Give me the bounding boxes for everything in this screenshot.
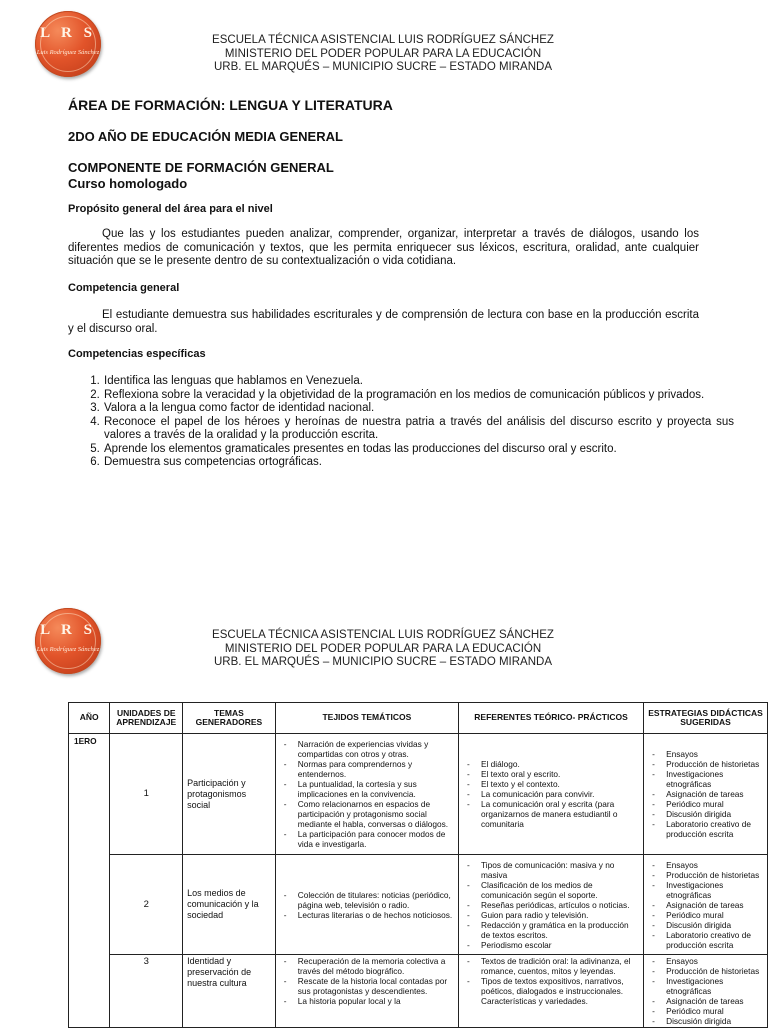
list-item: - Tipos de comunicación: masiva y no masiva: [463, 860, 639, 880]
school-address: URB. EL MARQUÉS – MUNICIPIO SUCRE – ESTADO MIRANDA: [213, 61, 553, 73]
table-row: [69, 734, 768, 855]
theme-cell: Los medios de comunicación y la sociedad: [183, 855, 276, 955]
list-item: - Discusión dirigida: [648, 1016, 763, 1026]
list-item: - Rescate de la historia local contadas por sus protagonistas y descendientes.: [280, 976, 454, 996]
table-row: [69, 855, 768, 955]
course-heading: Curso homologado: [68, 176, 188, 191]
list-item: 2. Reflexiona sobre la veracidad y la objetividad de la programación en los medios de comunicación públicos y privados.: [103, 389, 734, 403]
year-cell: 1ERO: [69, 734, 110, 1028]
list-item: - La historia popular local y la: [280, 996, 454, 1006]
list-item: - Asignación de tareas: [648, 789, 763, 799]
col-header-year: AÑO: [69, 703, 110, 734]
tissues-cell: [275, 734, 458, 855]
refs-cell: [459, 734, 644, 855]
theme-cell: Participación y protagonismos social: [183, 734, 276, 855]
list-item: - Lecturas literarias o de hechos noticiosos.: [280, 910, 454, 920]
strategies-list: [648, 749, 763, 839]
school-logo: [35, 608, 101, 674]
purpose-text: Que las y los estudiantes pueden analizar, comprender, organizar, interpretar a través de diálogos, usando los diferentes medios de comunicación y textos, que les permita enriquecer sus léxicos, escritura, oralidad, ante cualquier situación que se le presente dentro de su contextualización o vida cotidiana.: [68, 228, 699, 267]
list-item: - Asignación de tareas: [648, 900, 763, 910]
list-item: - Laboratorio creativo de producción escrita: [648, 819, 763, 839]
list-item: - La comunicación para convivir.: [463, 789, 639, 799]
tissues-list: [280, 890, 454, 920]
refs-list: [463, 860, 639, 950]
ministry-name: MINISTERIO DEL PODER POPULAR PARA LA EDUCACIÓN: [224, 642, 542, 655]
list-item: - El texto oral y escrito.: [463, 769, 639, 779]
school-name: ESCUELA TÉCNICA ASISTENCIAL LUIS RODRÍGUEZ SÁNCHEZ: [212, 34, 554, 46]
specific-competences-list: [68, 375, 734, 470]
refs-list: [463, 759, 639, 829]
col-header-tissues: TEJIDOS TEMÁTICOS: [275, 703, 458, 734]
list-item: - Ensayos: [648, 956, 763, 966]
list-item: - Reseñas periódicas, artículos o noticias.: [463, 900, 639, 910]
logo-initials: L R S: [40, 622, 96, 638]
tissues-list: [280, 739, 454, 849]
refs-cell: [459, 855, 644, 955]
list-item: - Periódico mural: [648, 1006, 763, 1016]
list-item: - Periódico mural: [648, 799, 763, 809]
list-item: - La puntualidad, la cortesía y sus implicaciones en la convivencia.: [280, 779, 454, 799]
unit-cell: 3: [110, 955, 183, 1028]
strategies-cell: [644, 955, 768, 1028]
list-item: - Laboratorio creativo de producción escrita: [648, 930, 763, 950]
list-item: - La comunicación oral y escrita (para organizarnos de manera estudiantil o comunitaria: [463, 799, 639, 829]
list-item: - Asignación de tareas: [648, 996, 763, 1006]
general-competence-text: El estudiante demuestra sus habilidades escriturales y de comprensión de lectura con base en la producción escrita y el discurso oral.: [68, 309, 699, 335]
list-item: - Guion para radio y televisión.: [463, 910, 639, 920]
unit-cell: 2: [110, 855, 183, 955]
refs-list: [463, 956, 639, 1006]
component-heading: COMPONENTE DE FORMACIÓN GENERAL: [68, 160, 334, 175]
list-item: - Como relacionarnos en espacios de participación y protagonismo social mediante el habla, conversas o diálogos.: [280, 799, 454, 829]
tissues-list: [280, 956, 454, 1006]
list-item: - Redacción y gramática en la producción de textos escritos.: [463, 920, 639, 940]
school-name: ESCUELA TÉCNICA ASISTENCIAL LUIS RODRÍGUEZ SÁNCHEZ: [212, 629, 554, 641]
list-item: - Discusión dirigida: [648, 920, 763, 930]
list-item: - Investigaciones etnográficas: [648, 769, 763, 789]
year-heading: 2DO AÑO DE EDUCACIÓN MEDIA GENERAL: [68, 129, 343, 144]
logo-caption: Luis Rodríguez Sánchez: [36, 646, 100, 653]
list-item: - Discusión dirigida: [648, 809, 763, 819]
logo-initials: L R S: [40, 25, 96, 41]
list-item: - Normas para comprendernos y entendernos.: [280, 759, 454, 779]
table-header-row: [69, 703, 768, 734]
school-logo: [35, 11, 101, 77]
list-item: 6. Demuestra sus competencias ortográficas.: [103, 456, 734, 470]
purpose-title: Propósito general del área para el nivel: [68, 203, 273, 215]
strategies-list: [648, 956, 763, 1026]
list-item: - Periodismo escolar: [463, 940, 639, 950]
school-address: URB. EL MARQUÉS – MUNICIPIO SUCRE – ESTADO MIRANDA: [213, 656, 553, 668]
list-item: - Investigaciones etnográficas: [648, 976, 763, 996]
list-item: 4. Reconoce el papel de los héroes y heroínas de nuestra patria a través del análisis del discurso escrito y proyecta sus valores a través de la oralidad y la producción escrita.: [103, 416, 734, 443]
col-header-units: UNIDADES DE APRENDIZAJE: [110, 703, 183, 734]
list-item: - Narración de experiencias vividas y compartidas con otros y otras.: [280, 739, 454, 759]
list-item: - La participación para conocer modos de vida e investigarla.: [280, 829, 454, 849]
refs-cell: [459, 955, 644, 1028]
table-row: [69, 955, 768, 1028]
list-item: - Ensayos: [648, 749, 763, 759]
general-competence-title: Competencia general: [68, 282, 180, 294]
list-item: - Periódico mural: [648, 910, 763, 920]
list-item: 3. Valora a la lengua como factor de identidad nacional.: [103, 402, 734, 416]
list-item: - Producción de historietas: [648, 966, 763, 976]
logo-caption: Luis Rodríguez Sánchez: [36, 49, 100, 56]
list-item: - Tipos de textos expositivos, narrativos, poéticos, dialogados e instruccionales. Características y variedades.: [463, 976, 639, 1006]
theme-cell: Identidad y preservación de nuestra cultura: [183, 955, 276, 1028]
list-item: 1. Identifica las lenguas que hablamos en Venezuela.: [103, 375, 734, 389]
strategies-list: [648, 860, 763, 950]
school-header: [150, 34, 616, 75]
unit-cell: 1: [110, 734, 183, 855]
list-item: - Clasificación de los medios de comunicación según el soporte.: [463, 880, 639, 900]
tissues-cell: [275, 955, 458, 1028]
area-heading: ÁREA DE FORMACIÓN: LENGUA Y LITERATURA: [68, 97, 393, 113]
col-header-strategies: ESTRATEGIAS DIDÁCTICAS SUGERIDAS: [644, 703, 768, 734]
list-item: 5. Aprende los elementos gramaticales presentes en todas las producciones del discurso oral y escrito.: [103, 443, 734, 457]
list-item: - Producción de historietas: [648, 759, 763, 769]
col-header-themes: TEMAS GENERADORES: [183, 703, 276, 734]
strategies-cell: [644, 855, 768, 955]
curriculum-table: [68, 702, 768, 1028]
list-item: - Textos de tradición oral: la adivinanza, el romance, cuentos, mitos y leyendas.: [463, 956, 639, 976]
strategies-cell: [644, 734, 768, 855]
list-item: - Ensayos: [648, 860, 763, 870]
list-item: - Colección de titulares: noticias (periódico, página web, televisión o radio.: [280, 890, 454, 910]
list-item: - El diálogo.: [463, 759, 639, 769]
list-item: - Recuperación de la memoria colectiva a través del método biográfico.: [280, 956, 454, 976]
school-header: [150, 629, 616, 670]
col-header-refs: REFERENTES TEÓRICO- PRÁCTICOS: [459, 703, 644, 734]
ministry-name: MINISTERIO DEL PODER POPULAR PARA LA EDUCACIÓN: [224, 47, 542, 60]
tissues-cell: [275, 855, 458, 955]
list-item: - El texto y el contexto.: [463, 779, 639, 789]
specific-competences-title: Competencias específicas: [68, 348, 206, 360]
list-item: - Investigaciones etnográficas: [648, 880, 763, 900]
list-item: - Producción de historietas: [648, 870, 763, 880]
